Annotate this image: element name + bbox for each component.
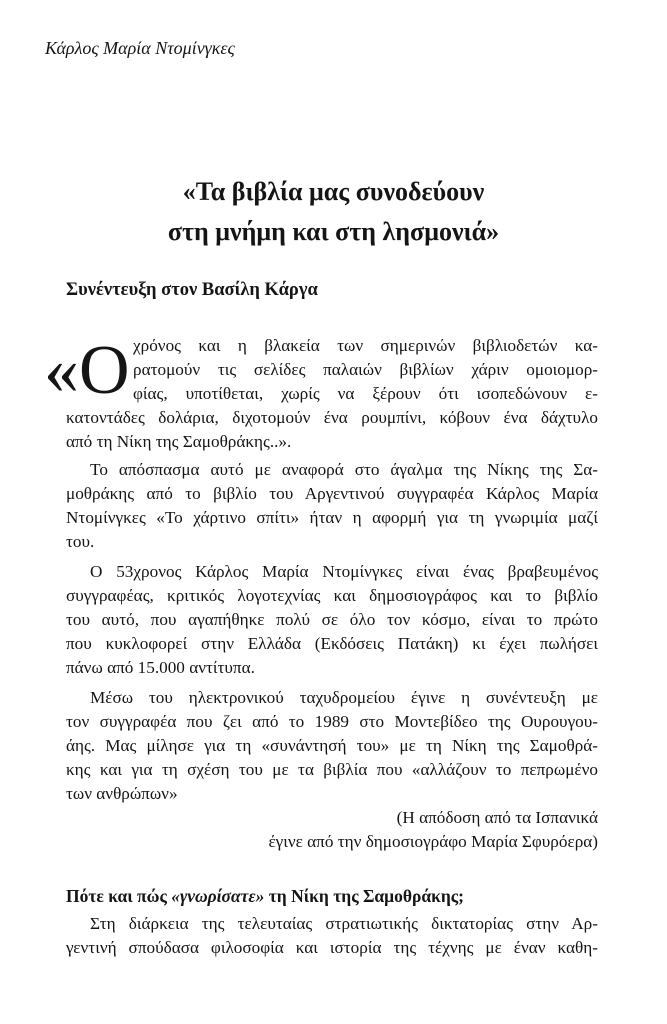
paragraph-2-line: Το απόσπασμα αυτό με αναφορά στο άγαλμα της Νίκης της Σα- [90,460,598,479]
article-title [0,172,667,252]
answer-line: γεντινή σπούδασα φιλοσοφία και ιστορία της τέχνης με έναν καθη- [66,938,598,957]
translation-note-line-1: (Η απόδοση από τα Ισπανικά [396,808,598,827]
drop-cap: «Ο [44,332,130,409]
paragraph-4-line: Μέσω του ηλεκτρονικού ταχυδρομείου έγινε η συνέντευξη με [90,688,598,707]
paragraph-2-line: Ντομίνγκες «Το χάρτινο σπίτι» ήταν η αφορμή για τη γνωριμία μαζί [66,508,598,527]
article-subtitle: Συνέντευξη στον Βασίλη Κάργα [66,280,318,300]
paragraph-3-line: που κυκλοφορεί στην Ελλάδα (Εκδόσεις Πατάκη) κι έχει πωλήσει [66,634,598,653]
paragraph-4-line: τον συγγραφέα που ζει από το 1989 στο Μοντεβίδεο της Ουρουγου- [66,712,598,731]
paragraph-2-line: μοθράκης από το βιβλίο του Αργεντινού συγγραφέα Κάρλος Μαρία [66,484,598,503]
answer-line: Στη διάρκεια της τελευταίας στρατιωτικής δικτατορίας στην Αρ- [90,914,598,933]
intro-line: ρατομούν τις σελίδες παλαιών βιβλίων χάριν ομοιομορ- [133,360,598,379]
title-line-2: στη μνήμη και στη λησμονιά» [167,217,500,246]
paragraph-4-line: των ανθρώπων» [66,784,178,803]
paragraph-4-line: άης. Μας μίλησε για τη «συνάντησή του» με τη Νίκη της Σαμοθρά- [66,736,598,755]
paragraph-2-line: του. [66,532,95,551]
question-text-after: τη Νίκη της Σαμοθράκης; [264,886,464,906]
title-line-1: «Τα βιβλία μας συνοδεύουν [182,177,485,206]
paragraph-3-line: του αυτό, που αγαπήθηκε πολύ σε όλο τον κόσμο, είναι το πρώτο [66,610,598,629]
intro-line: από τη Νίκη της Σαμοθράκης..». [66,432,292,451]
running-head-author: Κάρλος Μαρία Ντομίνγκες [45,38,235,58]
intro-line: κατοντάδες δολάρια, διχοτομούν ένα ρουμπίνι, κόβουν ένα δάχτυλο [66,408,598,427]
intro-line: χρόνος και η βλακεία των σημερινών βιβλιοδετών κα- [133,336,598,355]
question-text-before: Πότε και πώς [66,886,172,906]
question-emphasis: «γνωρίσατε» [171,886,265,906]
paragraph-4-line: κης και για τη σχέση του με τα βιβλία που «αλλάζουν το πεπρωμένο [66,760,598,779]
question-heading [66,886,464,907]
paragraph-3-line: συγγραφέας, κριτικός λογοτεχνίας και δημοσιογράφος και το βιβλίο [66,586,598,605]
paragraph-3-line: πάνω από 15.000 αντίτυπα. [66,658,255,677]
intro-line: φίας, υποτίθεται, χωρίς να ξέρουν ότι ισοπεδώνουν ε- [133,384,598,403]
paragraph-3-line: Ο 53χρονος Κάρλος Μαρία Ντομίνγκες είναι ένας βραβευμένος [90,562,598,581]
translation-note-line-2: έγινε από την δημοσιογράφο Μαρία Σφυρόερα) [268,832,598,851]
